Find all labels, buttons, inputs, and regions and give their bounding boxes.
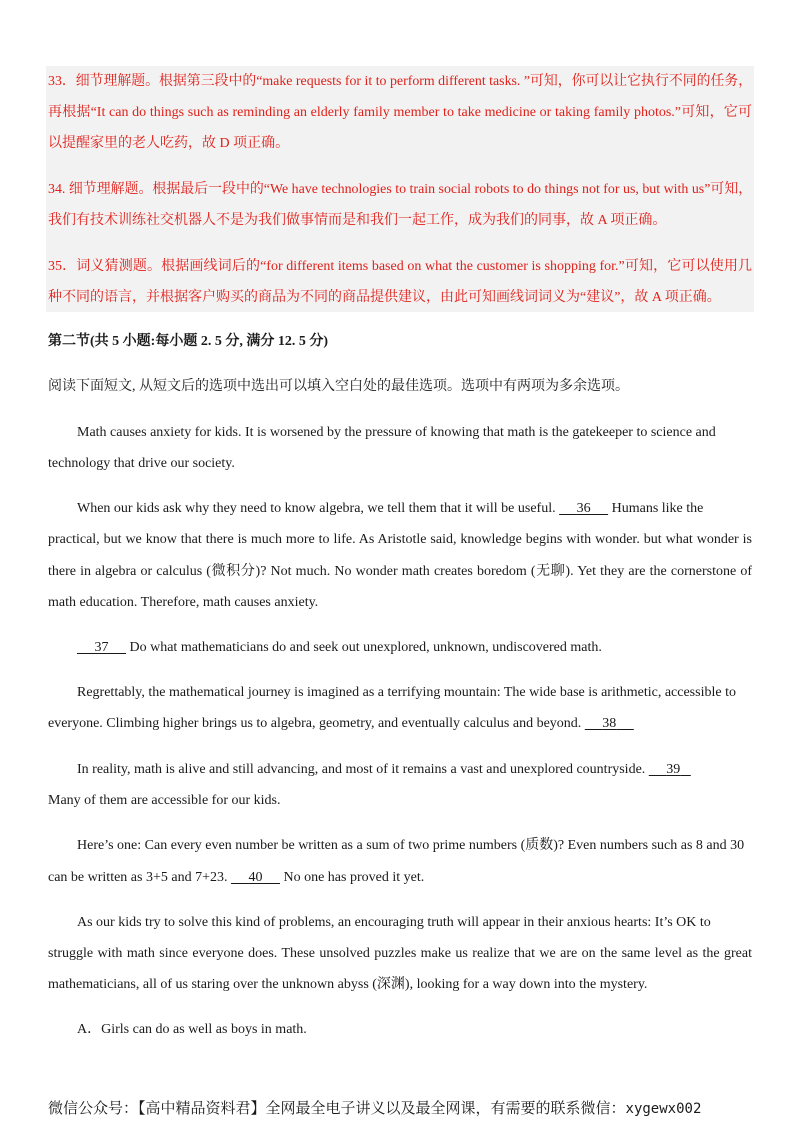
section-heading: 第二节(共 5 小题:每小题 2. 5 分, 满分 12. 5 分) xyxy=(48,334,328,349)
passage-p7-line-3: mathematicians, all of us staring over the unknown abyss (深渊), looking for a way down into the mystery. xyxy=(48,977,648,992)
passage-p2-text-a: When our kids ask why they need to know algebra, we tell them that it will be useful. xyxy=(77,501,560,516)
passage-p2-line-1 xyxy=(77,499,703,519)
section-instructions: 阅读下面短文, 从短文后的选项中选出可以填入空白处的最佳选项。选项中有两项为多余选项。 xyxy=(48,379,629,394)
passage-p6-line-2 xyxy=(48,868,424,888)
answer-35-line-1: 35．词义猜测题。根据画线词后的“for different items based on what the customer is shopping for.”可知，它可以使用几 xyxy=(48,259,752,274)
answer-35-line-2: 种不同的语言，并根据客户购买的商品为不同的商品提供建议，由此可知画线词词义为“建议”，故 A 项正确。 xyxy=(48,290,721,305)
blank-38-number: 38 xyxy=(602,716,617,731)
passage-p2-line-4: math education. Therefore, math causes anxiety. xyxy=(48,595,319,610)
passage-p4-text: everyone. Climbing higher brings us to algebra, geometry, and eventually calculus and beyond. xyxy=(48,716,585,731)
passage-p2-line-2: practical, but we know that there is much more to life. As Aristotle said, knowledge begins with wonder. but what wonder is xyxy=(48,532,752,547)
blank-40 xyxy=(231,870,280,885)
blank-36-number: 36 xyxy=(576,501,591,516)
passage-p5-line-1 xyxy=(77,760,691,780)
blank-37-number: 37 xyxy=(94,640,109,655)
passage-p3-line-1 xyxy=(77,638,602,658)
blank-37 xyxy=(77,640,126,655)
passage-p2-text-b: Humans like the xyxy=(608,501,704,516)
answer-33-line-3: 以提醒家里的老人吃药，故 D 项正确。 xyxy=(48,136,290,151)
passage-p2-line-3: there in algebra or calculus (微积分)? Not much. No wonder math creates boredom (无聊). Yet they are the cornerstone of xyxy=(48,564,752,579)
answer-34-line-2: 我们有技术训练社交机器人不是为我们做事情而是和我们一起工作，成为我们的同事，故 A 项正确。 xyxy=(48,213,667,228)
answer-34-line-1: 34. 细节理解题。根据最后一段中的“We have technologies to train social robots to do things not for us, but with us”可知， xyxy=(48,182,753,197)
option-a: A．Girls can do as well as boys in math. xyxy=(77,1022,307,1037)
blank-39 xyxy=(649,762,691,777)
passage-p7-line-1: As our kids try to solve this kind of problems, an encouraging truth will appear in their anxious hearts: It’s OK to xyxy=(77,915,711,930)
blank-40-number: 40 xyxy=(248,870,263,885)
passage-p6-line-1: Here’s one: Can every even number be written as a sum of two prime numbers (质数)? Even numbers such as 8 and 30 xyxy=(77,838,745,853)
footer-text: 微信公众号：【高中精品资料君】全网最全电子讲义以及最全网课，有需要的联系微信： xyxy=(48,1101,626,1117)
footer-watermark xyxy=(48,1098,701,1120)
passage-p6-text-a: can be written as 3+5 and 7+23. xyxy=(48,870,231,885)
passage-p4-line-1: Regrettably, the mathematical journey is imagined as a terrifying mountain: The wide base is arithmetic, accessible to xyxy=(77,685,736,700)
blank-38 xyxy=(585,716,634,731)
passage-p6-text-b: No one has proved it yet. xyxy=(279,870,425,885)
passage-p4-line-2 xyxy=(48,714,634,734)
passage-p1-line-2: technology that drive our society. xyxy=(48,456,235,471)
blank-36 xyxy=(559,501,608,516)
answer-33-line-2: 再根据“It can do things such as reminding an elderly family member to take medicine or taking family photos.”可知，它可 xyxy=(48,105,752,120)
passage-p5-line-2: Many of them are accessible for our kids. xyxy=(48,793,281,808)
footer-wechat-id: xygewx002 xyxy=(625,1101,702,1117)
answer-33-line-1: 33．细节理解题。根据第三段中的“make requests for it to perform different tasks. ”可知，你可以让它执行不同的任务， xyxy=(48,74,753,89)
passage-p3-text: Do what mathematicians do and seek out unexplored, unknown, undiscovered math. xyxy=(126,640,602,655)
passage-p7-line-2: struggle with math since everyone does. These unsolved puzzles make us realize that we are on the same level as the great xyxy=(48,946,752,961)
blank-39-number: 39 xyxy=(666,762,681,777)
passage-p1-line-1: Math causes anxiety for kids. It is worsened by the pressure of knowing that math is the gatekeeper to science and xyxy=(77,425,716,440)
passage-p5-text: In reality, math is alive and still advancing, and most of it remains a vast and unexplored countryside. xyxy=(77,762,649,777)
